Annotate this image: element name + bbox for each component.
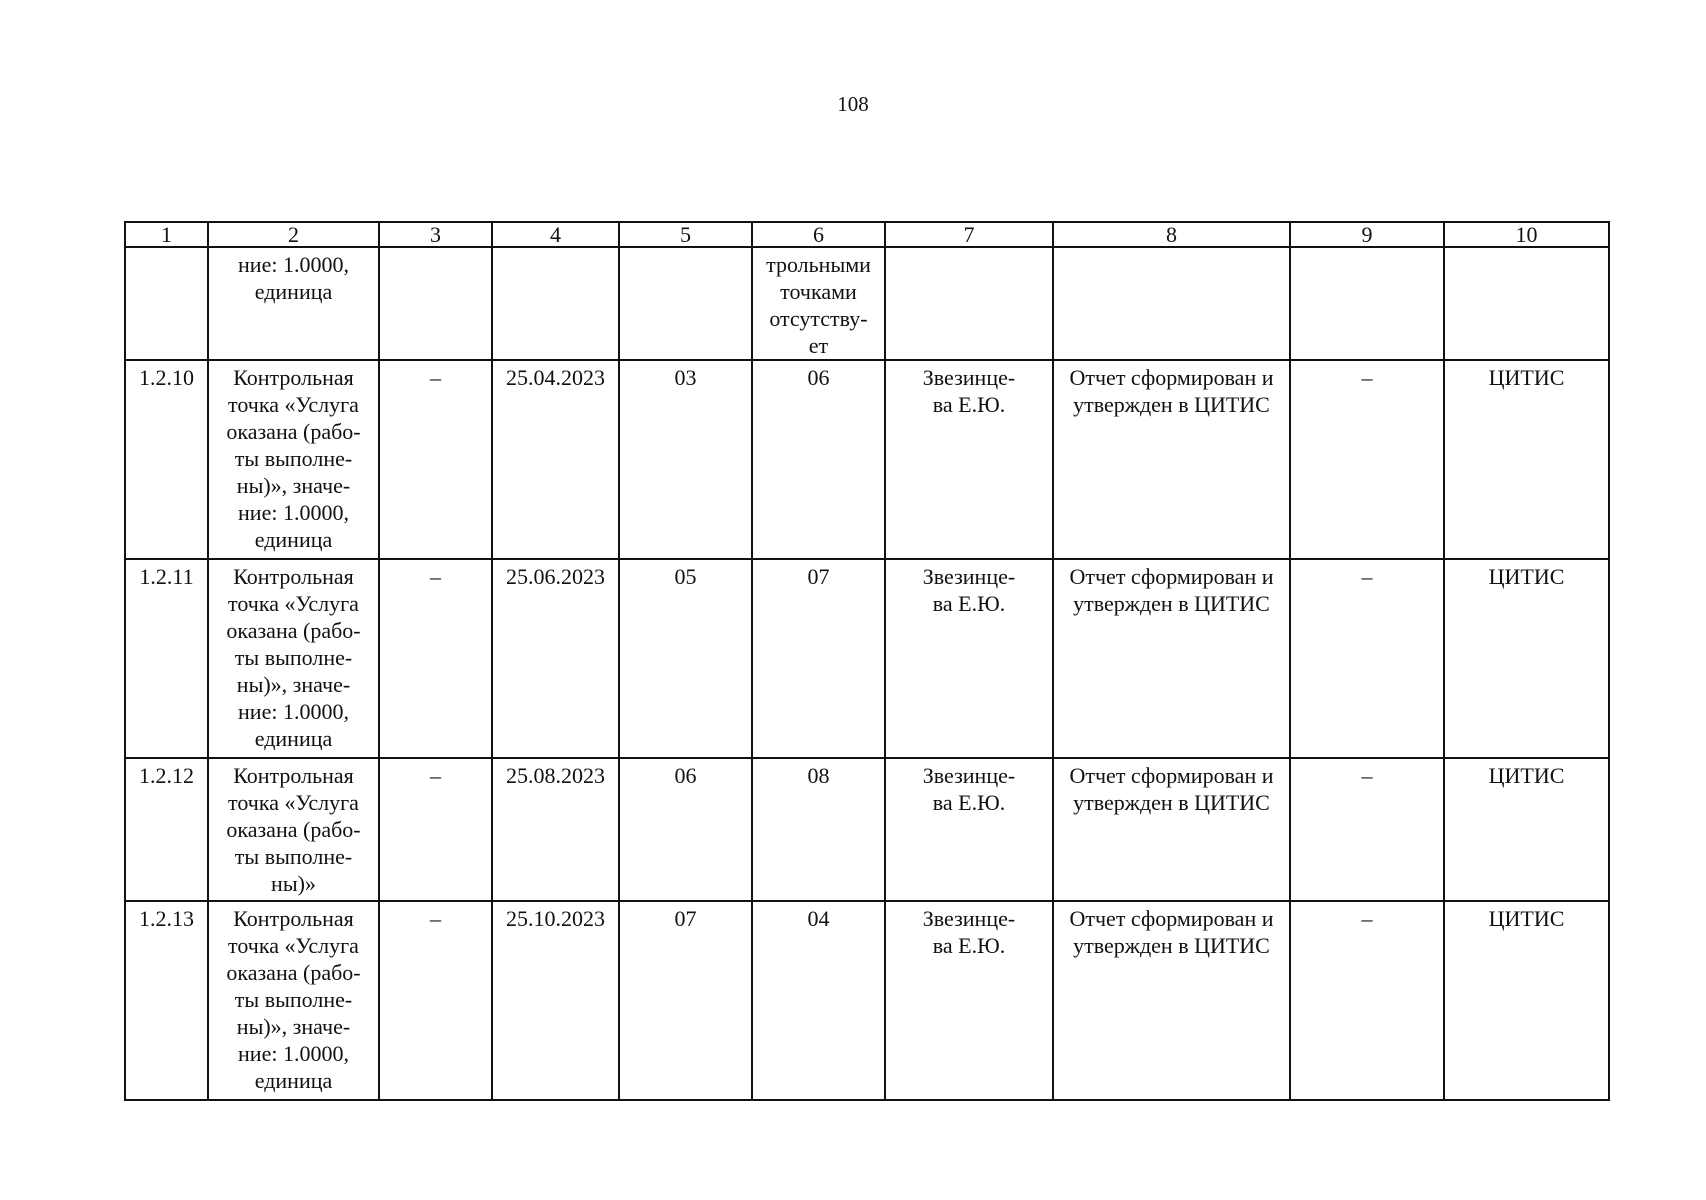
- column-number: 5: [619, 222, 752, 247]
- text-line: Отчет сформирован и: [1069, 763, 1274, 788]
- text-line: ны)»: [271, 871, 316, 896]
- column-number: 10: [1444, 222, 1609, 247]
- dash-cell: –: [1290, 758, 1444, 901]
- result-cell: [1053, 360, 1290, 559]
- item-number: 1.2.11: [125, 559, 208, 758]
- table-cell: 07: [619, 901, 752, 1100]
- system-cell: ЦИТИС: [1444, 360, 1609, 559]
- text-line: точка «Услуга: [228, 591, 359, 616]
- table-cell: [885, 247, 1053, 360]
- text-line: единица: [254, 726, 333, 751]
- description-cell: [208, 559, 379, 758]
- column-number: 3: [379, 222, 492, 247]
- text-line: Отчет сформирован и: [1069, 564, 1274, 589]
- text-line: ние: 1.0000,: [238, 252, 349, 277]
- text-line: Контрольная: [233, 564, 354, 589]
- date-cell: 25.10.2023: [492, 901, 619, 1100]
- text-line: оказана (рабо-: [226, 960, 361, 985]
- text-line: точка «Услуга: [228, 392, 359, 417]
- text-line: ны)», значе-: [236, 672, 351, 697]
- schedule-table: [124, 221, 1610, 1101]
- description-cell: [208, 758, 379, 901]
- column-number: 2: [208, 222, 379, 247]
- text-line: ние: 1.0000,: [238, 699, 349, 724]
- dash-cell: –: [1290, 559, 1444, 758]
- text-line: оказана (рабо-: [226, 618, 361, 643]
- text-line: точка «Услуга: [228, 790, 359, 815]
- system-cell: ЦИТИС: [1444, 901, 1609, 1100]
- description-cell: [208, 901, 379, 1100]
- result-cell: [1053, 901, 1290, 1100]
- table-cell: 04: [752, 901, 885, 1100]
- table-cell: 03: [619, 360, 752, 559]
- text-line: Звезинце-: [922, 906, 1016, 931]
- responsible-person-cell: [885, 360, 1053, 559]
- item-number: 1.2.12: [125, 758, 208, 901]
- result-cell: [1053, 758, 1290, 901]
- table-cell: 05: [619, 559, 752, 758]
- text-line: ты выполне-: [234, 844, 353, 869]
- page-number: 108: [837, 92, 869, 116]
- responsible-person-cell: [885, 901, 1053, 1100]
- text-line: Контрольная: [233, 906, 354, 931]
- responsible-person-cell: [885, 758, 1053, 901]
- text-line: ет: [808, 333, 829, 358]
- table-cell: [752, 247, 885, 360]
- column-number-row: [125, 222, 1609, 247]
- text-line: Контрольная: [233, 763, 354, 788]
- text-line: утвержден в ЦИТИС: [1073, 392, 1270, 417]
- text-line: ние: 1.0000,: [238, 500, 349, 525]
- table-cell: [1053, 247, 1290, 360]
- text-line: ны)», значе-: [236, 1014, 351, 1039]
- text-line: ты выполне-: [234, 987, 353, 1012]
- continuation-row: [125, 247, 1609, 360]
- description-cell: [208, 360, 379, 559]
- item-number: 1.2.10: [125, 360, 208, 559]
- text-line: Звезинце-: [922, 564, 1016, 589]
- table-cell: [379, 247, 492, 360]
- date-cell: 25.06.2023: [492, 559, 619, 758]
- text-line: Отчет сформирован и: [1069, 906, 1274, 931]
- text-line: ва Е.Ю.: [932, 933, 1006, 958]
- text-line: точка «Услуга: [228, 933, 359, 958]
- dash-cell: –: [379, 559, 492, 758]
- table-row: [125, 901, 1609, 1100]
- item-number: 1.2.13: [125, 901, 208, 1100]
- text-line: Отчет сформирован и: [1069, 365, 1274, 390]
- description-cell: [208, 247, 379, 360]
- table-cell: [125, 247, 208, 360]
- text-line: ты выполне-: [234, 446, 353, 471]
- column-number: 8: [1053, 222, 1290, 247]
- text-line: оказана (рабо-: [226, 419, 361, 444]
- table-cell: 07: [752, 559, 885, 758]
- table-cell: 08: [752, 758, 885, 901]
- text-line: единица: [254, 279, 333, 304]
- text-line: единица: [254, 1068, 333, 1093]
- text-line: утвержден в ЦИТИС: [1073, 933, 1270, 958]
- dash-cell: –: [379, 360, 492, 559]
- column-number: 9: [1290, 222, 1444, 247]
- dash-cell: –: [379, 901, 492, 1100]
- text-line: Звезинце-: [922, 763, 1016, 788]
- text-line: оказана (рабо-: [226, 817, 361, 842]
- text-line: ны)», значе-: [236, 473, 351, 498]
- column-number: 6: [752, 222, 885, 247]
- table-cell: 06: [752, 360, 885, 559]
- table-cell: [492, 247, 619, 360]
- dash-cell: –: [1290, 360, 1444, 559]
- date-cell: 25.08.2023: [492, 758, 619, 901]
- table-row: [125, 559, 1609, 758]
- table-cell: 06: [619, 758, 752, 901]
- text-line: утвержден в ЦИТИС: [1073, 591, 1270, 616]
- system-cell: ЦИТИС: [1444, 758, 1609, 901]
- text-line: отсутству-: [769, 306, 868, 331]
- text-line: ва Е.Ю.: [932, 591, 1006, 616]
- table-cell: [619, 247, 752, 360]
- text-line: ва Е.Ю.: [932, 790, 1006, 815]
- column-number: 1: [125, 222, 208, 247]
- system-cell: ЦИТИС: [1444, 559, 1609, 758]
- dash-cell: –: [379, 758, 492, 901]
- text-line: Контрольная: [233, 365, 354, 390]
- date-cell: 25.04.2023: [492, 360, 619, 559]
- text-line: точками: [780, 279, 857, 304]
- responsible-person-cell: [885, 559, 1053, 758]
- text-line: трольными: [766, 252, 871, 277]
- text-line: единица: [254, 527, 333, 552]
- result-cell: [1053, 559, 1290, 758]
- text-line: ва Е.Ю.: [932, 392, 1006, 417]
- table-cell: [1290, 247, 1444, 360]
- table-row: [125, 360, 1609, 559]
- text-line: ты выполне-: [234, 645, 353, 670]
- text-line: утвержден в ЦИТИС: [1073, 790, 1270, 815]
- dash-cell: –: [1290, 901, 1444, 1100]
- table-cell: [1444, 247, 1609, 360]
- table-row: [125, 758, 1609, 901]
- column-number: 7: [885, 222, 1053, 247]
- text-line: Звезинце-: [922, 365, 1016, 390]
- text-line: ние: 1.0000,: [238, 1041, 349, 1066]
- column-number: 4: [492, 222, 619, 247]
